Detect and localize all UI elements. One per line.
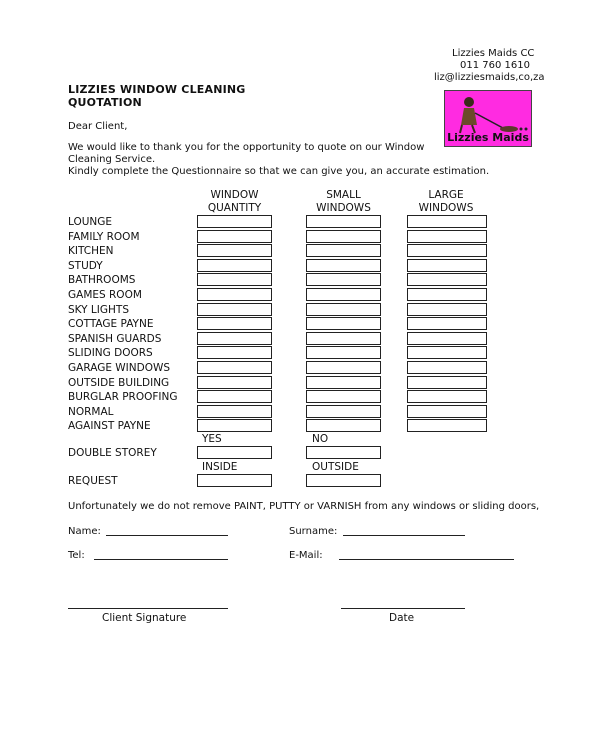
large-windows-input-box[interactable] (407, 288, 487, 301)
large-windows-input-box[interactable] (407, 361, 487, 374)
room-label: BURGLAR PROOFING (68, 391, 178, 404)
room-label: SKY LIGHTS (68, 303, 129, 316)
window-quantity-input-box[interactable] (197, 376, 272, 389)
name-label: Name: (68, 526, 101, 537)
tel-label: Tel: (68, 550, 85, 561)
window-quantity-input-box[interactable] (197, 346, 272, 359)
small-windows-input-box[interactable] (306, 273, 381, 286)
large-windows-input-box[interactable] (407, 273, 487, 286)
maid-vacuum-icon (445, 91, 531, 135)
date-label: Date (389, 612, 415, 624)
window-quantity-input-box[interactable] (197, 303, 272, 316)
client-signature-label: Client Signature (102, 612, 187, 624)
large-windows-input-box[interactable] (407, 215, 487, 228)
large-windows-input-box[interactable] (407, 317, 487, 330)
request-inside-label: INSIDE (202, 461, 238, 473)
large-windows-input-box[interactable] (407, 405, 487, 418)
small-windows-input-box[interactable] (306, 317, 381, 330)
email-label: E-Mail: (289, 550, 323, 561)
small-windows-input-box[interactable] (306, 244, 381, 257)
window-quantity-input-box[interactable] (197, 317, 272, 330)
double-storey-label: DOUBLE STOREY (68, 447, 157, 459)
greeting: Dear Client, (68, 121, 128, 132)
column-header-small-windows: SMALL WINDOWS (316, 189, 371, 214)
double-storey-no-label: NO (312, 433, 329, 445)
small-windows-input-box[interactable] (306, 361, 381, 374)
window-quantity-input-box[interactable] (197, 230, 272, 243)
double-storey-no-box[interactable] (306, 446, 381, 459)
name-field[interactable] (106, 535, 228, 536)
email-field[interactable] (339, 559, 514, 560)
room-label: NORMAL (68, 405, 114, 418)
window-quantity-input-box[interactable] (197, 259, 272, 272)
small-windows-input-box[interactable] (306, 376, 381, 389)
intro-line-1: We would like to thank you for the opportunity to quote on our Window (68, 142, 425, 153)
logo-text: Lizzies Maids (447, 131, 529, 144)
room-label: OUTSIDE BUILDING (68, 376, 170, 389)
large-windows-input-box[interactable] (407, 259, 487, 272)
company-logo (444, 90, 532, 147)
column-header-window-quantity: WINDOW QUANTITY (207, 189, 262, 214)
room-label: GAMES ROOM (68, 289, 142, 301)
room-label: SPANISH GUARDS (68, 332, 162, 345)
large-windows-input-box[interactable] (407, 346, 487, 359)
request-inside-box[interactable] (197, 474, 272, 487)
client-signature-line[interactable] (68, 608, 228, 609)
intro-line-2: Cleaning Service. (68, 154, 156, 165)
document-title: LIZZIES WINDOW CLEANING (68, 83, 246, 96)
window-quantity-input-box[interactable] (197, 288, 272, 301)
document-subtitle: QUOTATION (68, 96, 142, 109)
surname-field[interactable] (343, 535, 465, 536)
room-label: STUDY (68, 259, 103, 272)
large-windows-input-box[interactable] (407, 419, 487, 432)
small-windows-input-box[interactable] (306, 390, 381, 403)
small-windows-input-box[interactable] (306, 230, 381, 243)
request-outside-box[interactable] (306, 474, 381, 487)
small-windows-input-box[interactable] (306, 288, 381, 301)
small-windows-input-box[interactable] (306, 419, 381, 432)
disclaimer: Unfortunately we do not remove PAINT, PUTTY or VARNISH from any windows or sliding doors, (68, 501, 540, 512)
window-quantity-input-box[interactable] (197, 332, 272, 345)
request-outside-label: OUTSIDE (312, 461, 359, 473)
window-quantity-input-box[interactable] (197, 405, 272, 418)
large-windows-input-box[interactable] (407, 376, 487, 389)
large-windows-input-box[interactable] (407, 332, 487, 345)
window-quantity-input-box[interactable] (197, 390, 272, 403)
window-quantity-input-box[interactable] (197, 361, 272, 374)
column-header-large-windows: LARGE WINDOWS (418, 189, 474, 214)
small-windows-input-box[interactable] (306, 332, 381, 345)
surname-label: Surname: (289, 526, 338, 537)
small-windows-input-box[interactable] (306, 259, 381, 272)
room-label: AGAINST PAYNE (68, 420, 151, 433)
double-storey-yes-box[interactable] (197, 446, 272, 459)
room-label: LOUNGE (68, 216, 113, 228)
window-quantity-input-box[interactable] (197, 273, 272, 286)
window-quantity-input-box[interactable] (197, 215, 272, 228)
room-label: FAMILY ROOM (68, 230, 140, 243)
room-label: GARAGE WINDOWS (68, 362, 171, 374)
window-quantity-input-box[interactable] (197, 244, 272, 257)
large-windows-input-box[interactable] (407, 244, 487, 257)
double-storey-yes-label: YES (202, 433, 222, 445)
tel-field[interactable] (94, 559, 228, 560)
company-email[interactable]: liz@lizziesmaids,co,za (434, 72, 545, 83)
small-windows-input-box[interactable] (306, 346, 381, 359)
small-windows-input-box[interactable] (306, 215, 381, 228)
request-label: REQUEST (68, 475, 118, 487)
window-quantity-input-box[interactable] (197, 419, 272, 432)
small-windows-input-box[interactable] (306, 405, 381, 418)
company-phone: 011 760 1610 (460, 60, 530, 71)
room-label: COTTAGE PAYNE (68, 318, 154, 331)
room-label: SLIDING DOORS (68, 347, 153, 360)
large-windows-input-box[interactable] (407, 390, 487, 403)
date-line[interactable] (341, 608, 465, 609)
large-windows-input-box[interactable] (407, 303, 487, 316)
large-windows-input-box[interactable] (407, 230, 487, 243)
room-label: BATHROOMS (68, 274, 136, 287)
intro-line-3: Kindly complete the Questionnaire so that we can give you, an accurate estimation. (68, 166, 490, 177)
room-label: KITCHEN (68, 245, 114, 258)
small-windows-input-box[interactable] (306, 303, 381, 316)
company-name: Lizzies Maids CC (452, 48, 535, 59)
